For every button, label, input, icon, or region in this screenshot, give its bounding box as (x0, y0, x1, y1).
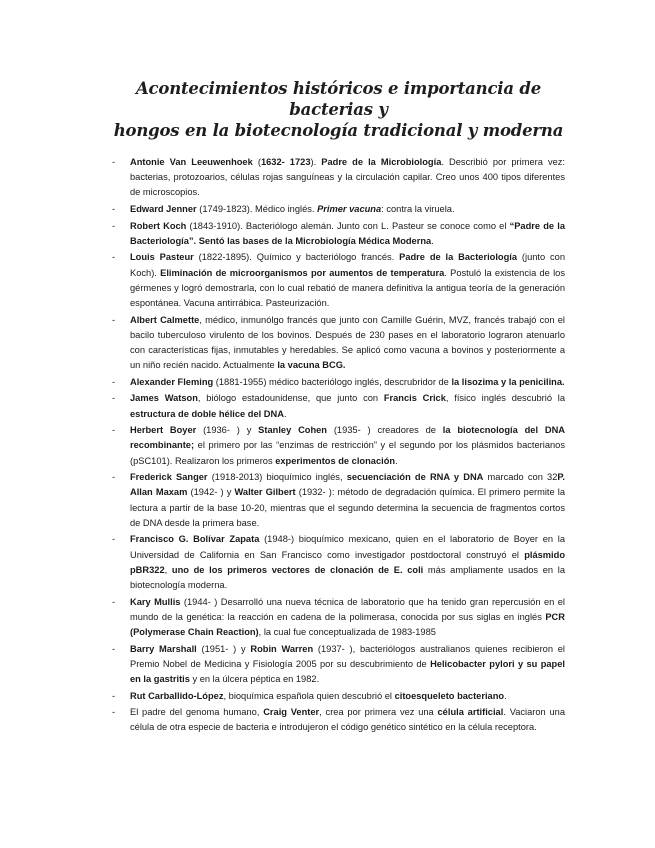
highlight: uno de los primeros vectores de clonación de E. coli (171, 564, 424, 575)
text: más ampliamente usados en la biotecnología moderna. (130, 564, 565, 590)
bullet-dash: - (112, 425, 116, 436)
highlight: la vacuna BCG. (277, 360, 346, 371)
events-list (112, 155, 565, 736)
text: (1937- ), bacteriólogos australianos quienes recibieron el Premio Nobel de Medicina y Fisiología 2005 por su descubrimiento de (130, 643, 565, 669)
text: , médico, inmunólgo francés que junto con Camille Guérin, MVZ, francés trabajó con el bacilo tuberculoso virulento de los bovinos. Después de 230 pases en el laboratorio lograron atenuarlo con características fijas, inmutables y heredables. Se aplicó como vacuna a bovinos y posteriormente a un niño recién nacido. Actualmente (130, 314, 566, 371)
list-item-leeuwenhoek: - Antonie Van Leeuwenhoek (1632- 1723). Padre de la Microbiología. Describió por primera vez: bacterias, protozoarios, células rojas sanguíneas y la circulación capilar. Creo unos 400 tipos diferentes de microscopios. (112, 157, 566, 198)
text: (1944- ) Desarrolló una nueva técnica de laboratorio que ha tenido gran repercusión en el mundo de la genética: la reacción en cadena de la polimerasa, conocida por sus siglas en inglés (130, 596, 565, 622)
list-item-koch (112, 219, 565, 249)
text: (junto con Koch). (130, 252, 566, 278)
person-name: Robert Koch (130, 220, 187, 231)
list-item-carballido (112, 689, 565, 704)
text: . (283, 408, 287, 419)
highlight: Helicobacter pylori (430, 658, 515, 669)
list-item-pasteur (112, 250, 565, 311)
bullet-dash: - (112, 314, 116, 325)
text: : contra la viruela. (381, 204, 455, 214)
list-item-mullis (112, 595, 565, 641)
bullet-dash: - (112, 157, 116, 167)
bullet-dash: - (112, 204, 116, 214)
list-item-sanger (112, 470, 565, 531)
list-item-bolivar (112, 532, 565, 593)
person-name: Herbert Boyer (130, 425, 197, 436)
text: . (562, 472, 565, 483)
list-item-boyer-cohen (112, 423, 565, 469)
list-item-jenner (112, 202, 565, 217)
title-line-2: hongos en la biotecnología tradicional y moderna (113, 121, 564, 140)
highlight: Eliminación de microorganismos por aumentos de temperatura (160, 267, 445, 278)
person-name: Louis Pasteur (130, 252, 194, 263)
text: , biólogo estadounidense, que junto con (197, 393, 384, 404)
person-name: Francisco G. Bolívar Zapata (130, 534, 260, 545)
highlight: citoesqueleto bacteriano (394, 690, 505, 701)
text: , físico inglés descubrió la (445, 393, 565, 404)
bullet-dash: - (112, 376, 116, 387)
text: (1822-1895). Químico y bacteriólogo francés. (193, 252, 400, 263)
person-name: Edward Jenner (130, 204, 197, 214)
text: , crea por primera vez una (319, 707, 438, 718)
highlight: “Padre de la Bacteriología”. Sentó las bases de la Microbiología Médica Moderna (130, 220, 565, 246)
highlight: estructura de doble hélice del DNA (130, 408, 284, 419)
person-name: Allan Maxam (130, 487, 188, 498)
bullet-dash: - (112, 252, 116, 263)
person-name: Rut Carballido-López (130, 690, 224, 701)
person-name: Stanley Cohen (258, 425, 327, 436)
highlight: la biotecnología del DNA recombinante; (130, 425, 566, 451)
bullet-dash: - (112, 220, 116, 231)
highlight: célula artificial (437, 707, 504, 718)
list-item-fleming (112, 375, 565, 390)
bullet-dash: - (112, 643, 116, 654)
text: (1936- ) y (196, 425, 259, 436)
text: (1749-1823). Médico inglés. (196, 204, 318, 214)
highlight: secuenciación de RNA y DNA (346, 472, 484, 483)
highlight: la lisozima y la penicilina. (451, 376, 565, 387)
bullet-dash: - (112, 393, 116, 404)
person-name: Frederick Sanger (130, 472, 208, 483)
highlight: P (557, 472, 563, 483)
text: y en la úlcera péptica en 1982. (189, 674, 320, 684)
text: , la cual fue conceptualizada de 1983-1985 (258, 627, 436, 637)
highlight: su papel en la gastritis (130, 658, 565, 684)
text: , bioquímica española quien descubrió el (223, 690, 395, 701)
document-title (112, 78, 565, 141)
person-name: James Watson (130, 393, 198, 404)
person-name: Alexander Fleming (130, 376, 214, 387)
text: marcado con 32 (483, 472, 558, 483)
text: (1951- ) y (196, 643, 251, 654)
bullet-dash: - (112, 472, 116, 483)
list-item-watson (112, 391, 565, 421)
person-name: Antonie Van Leeuwenhoek (130, 157, 253, 167)
list-item-calmette (112, 313, 565, 374)
highlight: Primer vacuna (317, 204, 382, 214)
text: , (164, 564, 172, 575)
text: (1918-2013) bioquímico inglés, (207, 472, 347, 483)
text: (1932- ): método de degradación química. El primero permite la lectura a partir de la base 10-20, mientras que el segundo determina la secuencia de fragmentos cortos de DNA desde la primera base. (130, 487, 566, 528)
highlight: experimentos de clonación (275, 455, 396, 466)
title-line-1: Acontecimientos históricos e importancia de bacterias y (135, 79, 542, 119)
highlight: Padre de la Microbiología (321, 157, 442, 167)
text: (1948-) bioquímico mexicano, quien en el laboratorio de Boyer en la Universidad de California en San Francisco como investigador postdoctoral construyó el (130, 534, 566, 560)
person-name: Kary Mullis (130, 596, 181, 607)
text: . (431, 235, 434, 246)
text: el primero por las “enzimas de restricción” y el segundo por los plásmidos bacterianos (pSC101). Realizaron los primeros (130, 440, 565, 466)
person-name: Craig Venter (263, 707, 320, 718)
list-item-marshall-warren (112, 642, 565, 688)
text: y (514, 658, 527, 669)
bullet-dash: - (112, 534, 116, 545)
years: 1632- 1723 (260, 157, 311, 167)
person-name: Barry Marshall (130, 643, 197, 654)
text: (1935- ) creadores de (327, 425, 443, 436)
highlight: plásmido pBR322 (130, 549, 565, 575)
text: El padre del genoma humano, (130, 707, 264, 718)
list-item-venter (112, 705, 565, 735)
text: (1942- ) y (187, 487, 235, 498)
text: . Describió por primera vez: bacterias, protozoarios, células rojas sanguíneas y la circulación capilar. Creo unos 400 tipos diferentes de microscopios. (130, 157, 566, 198)
text: . Postuló la existencia de los gérmenes y logró demostrarla, con lo cual rebatió de manera definitiva la antigua teoría de la generación espontánea. Vacuna antirrábica. Pasteurización. (130, 267, 565, 308)
text: . (504, 690, 507, 701)
text: . Vaciaron una célula de otra especie de bacteria e introdujeron el código genético sintético en la célula receptora. (130, 707, 566, 733)
text: (1881-1955) médico bacteriólogo inglés, descrubridor de (213, 376, 452, 387)
text: . (395, 455, 398, 466)
highlight: Padre de la Bacteriología (399, 252, 518, 263)
person-name: Albert Calmette (130, 314, 200, 325)
bullet-dash: - (112, 707, 116, 718)
bullet-dash: - (112, 690, 116, 701)
text: (1843-1910). Bacteriólogo alemán. Junto con L. Pasteur se conoce como el (186, 220, 510, 231)
person-name: Robin Warren (250, 643, 314, 654)
highlight: (Polymerase Chain Reaction) (130, 627, 259, 637)
person-name: Francis Crick (383, 393, 446, 404)
person-name: Walter Gilbert (234, 487, 296, 498)
highlight: PCR (545, 611, 565, 622)
bullet-dash: - (112, 596, 116, 607)
